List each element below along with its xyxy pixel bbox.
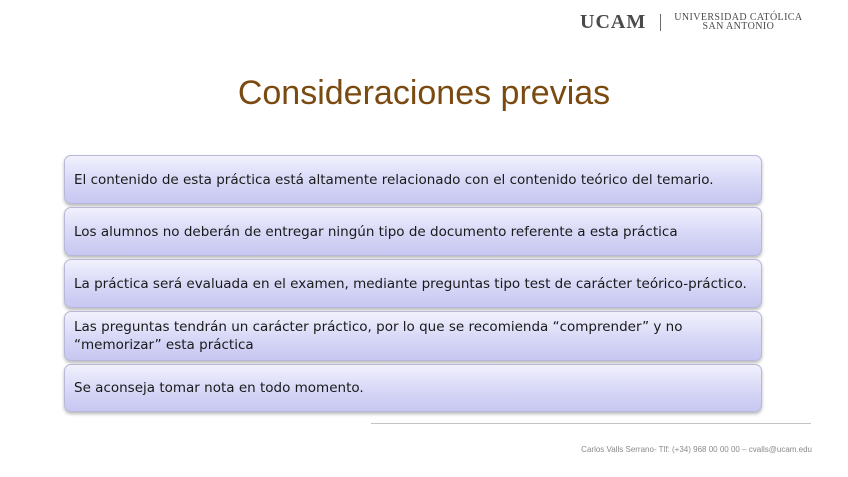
- consideration-item-2: Los alumnos no deberán de entregar ningún tipo de documento referente a esta práctica: [64, 207, 762, 256]
- logo-line-1: UNIVERSIDAD CATÓLICA: [674, 12, 803, 23]
- consideration-item-3: La práctica será evaluada en el examen, mediante preguntas tipo test de carácter teórico-práctico.: [64, 259, 762, 308]
- logo-separator: [660, 14, 661, 31]
- logo-wordmark: UCAM: [580, 10, 647, 33]
- footer-divider: [371, 423, 811, 424]
- ucam-logo: [580, 12, 825, 32]
- logo-line-2: SAN ANTONIO: [702, 21, 775, 32]
- slide-title: Consideraciones previas: [237, 74, 611, 112]
- consideration-item-1: El contenido de esta práctica está altamente relacionado con el contenido teórico del temario.: [64, 155, 762, 204]
- consideration-item-4: Las preguntas tendrán un carácter práctico, por lo que se recomienda “comprender” y no “memorizar” esta práctica: [64, 311, 762, 361]
- footer-contact: Carlos Valls Serrano- Tlf: (+34) 968 00 00 00 – cvalls@ucam.edu: [581, 445, 812, 454]
- consideration-item-5: Se aconseja tomar nota en todo momento.: [64, 364, 762, 412]
- logo-university-name: [674, 13, 802, 31]
